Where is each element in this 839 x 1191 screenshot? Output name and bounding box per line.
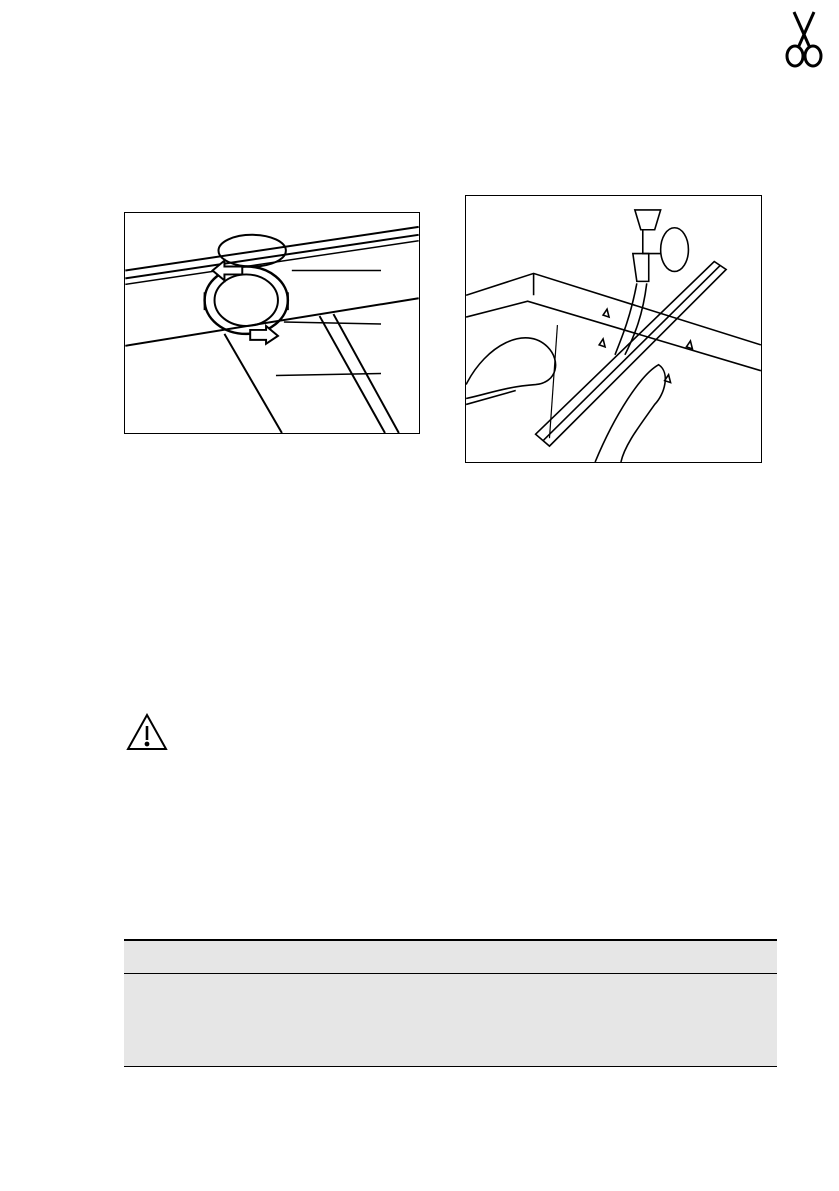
table-header-row bbox=[124, 939, 777, 974]
table-row bbox=[124, 974, 777, 1067]
spray-arm-ring-figure bbox=[124, 212, 420, 434]
warning-triangle-icon bbox=[126, 713, 168, 751]
scissors-icon bbox=[784, 10, 824, 68]
spray-arm-rinse-figure bbox=[465, 195, 762, 463]
data-table bbox=[124, 939, 777, 1067]
